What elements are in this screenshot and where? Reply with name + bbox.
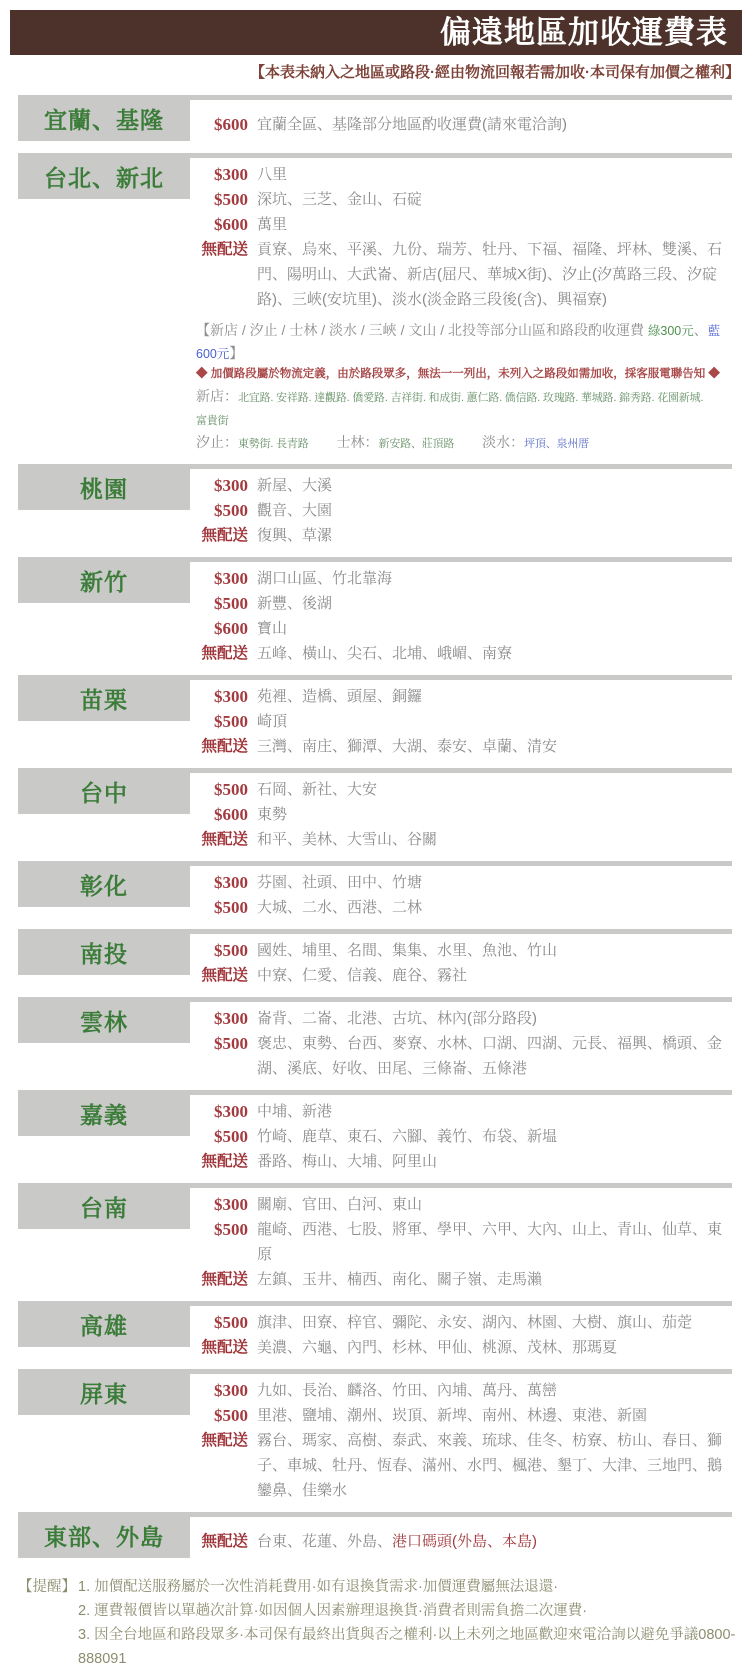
fee-amount: 無配送: [201, 1271, 248, 1288]
note-fee-blue: 藍600元: [196, 324, 721, 361]
region-name: 新竹: [80, 568, 128, 595]
region-name: 高雄: [80, 1312, 128, 1339]
region-name: 彰化: [80, 872, 128, 899]
region-name: 台南: [80, 1194, 128, 1221]
fee-amount: 無配送: [201, 1533, 248, 1550]
fee-amount: $500: [214, 1127, 248, 1146]
region-name: 宜蘭、基隆: [44, 106, 164, 133]
place-list: 萬里: [257, 216, 288, 233]
place-list: 褒忠、東勢、台西、麥寮、水林、口湖、四湖、元長、福興、橋頭、金湖、溪底、好收、田尾、三條崙、五條港: [257, 1035, 723, 1077]
place-list: 復興、草漯: [257, 527, 333, 544]
footer-note-lines: [78, 1575, 736, 1671]
route-note-headline: [196, 319, 732, 365]
fee-row: [196, 641, 732, 666]
region-section: [18, 929, 732, 990]
region-section: [18, 861, 732, 922]
region-label-box: [18, 861, 190, 907]
fee-amount: $600: [214, 619, 248, 638]
fee-amount: $600: [214, 805, 248, 824]
region-label-box: [18, 1183, 190, 1229]
place-list: 中埔、新港: [257, 1103, 333, 1120]
fee-row: [196, 1267, 732, 1292]
region-section: [18, 153, 732, 457]
page-title-text: 偏遠地區加收運費表: [440, 15, 728, 50]
region-label-box: [18, 768, 190, 814]
region-fee-list: [196, 1374, 732, 1505]
region-section-list: [0, 95, 750, 1563]
fee-row: [196, 938, 732, 963]
road-area-label: 新店：: [196, 388, 238, 404]
fee-row: [196, 1335, 732, 1360]
fee-amount: $500: [214, 712, 248, 731]
place-list: 芬園、社頭、田中、竹塘: [257, 874, 423, 891]
header-disclaimer: 【本表未納入之地區或路段·經由物流回報若需加收·本司保有加價之權利】: [250, 64, 740, 81]
fee-row: [196, 237, 732, 312]
fee-amount: $500: [214, 898, 248, 917]
region-name: 苗栗: [80, 686, 128, 713]
fee-row: [196, 802, 732, 827]
place-list: 霧台、瑪家、高樹、泰武、來義、琉球、佳冬、枋寮、枋山、春日、獅子、車城、牡丹、恆春、滿州、水門、楓港、墾丁、大津、三地門、鵝鑾鼻、佳樂水: [257, 1432, 723, 1499]
fee-amount: $300: [214, 873, 248, 892]
region-fee-list: [196, 1188, 732, 1294]
region-fee-list: [196, 100, 732, 139]
region-name: 南投: [80, 940, 128, 967]
fee-amount: 無配送: [201, 527, 248, 544]
road-names: 東勢街. 長青路: [238, 438, 309, 450]
place-list: 石岡、新社、大安: [257, 781, 378, 798]
region-fee-list: [196, 680, 732, 761]
region-fee-list: [196, 934, 732, 990]
region-section: [18, 95, 732, 146]
place-list: 寶山: [257, 620, 288, 637]
road-names: 北宜路. 安祥路. 達觀路. 僑愛路. 吉祥街. 和成街. 蕙仁路. 僑信路. 玫瑰路. 華城路. 錦秀路. 花園新城. 富貴街: [196, 392, 704, 427]
footer-note-line-3: 3. 因全台地區和路段眾多·本司保有最終出貨與否之權利·以上未列之地區歡迎來電洽詢以避免爭議0800-888091: [78, 1627, 736, 1667]
fee-amount: 無配送: [201, 241, 248, 258]
region-fee-list: [196, 866, 732, 922]
place-list: 崎頂: [257, 713, 288, 730]
fee-row: [196, 523, 732, 548]
fee-row: [196, 112, 732, 137]
fee-row: [196, 566, 732, 591]
place-list: 中寮、仁愛、信義、鹿谷、霧社: [257, 967, 468, 984]
fee-amount: $500: [214, 1406, 248, 1425]
note-headline-text: 【新店 / 汐止 / 士林 / 淡水 / 三峽 / 文山 / 北投等部分山區和路段酌收運費: [196, 322, 648, 338]
fee-row: [196, 1217, 732, 1267]
region-section: [18, 768, 732, 854]
footer-note-line-1: 1. 加價配送服務屬於一次性消耗費用·如有退換貨需求·加價運費屬無法退還·: [78, 1579, 559, 1595]
fee-row: [196, 616, 732, 641]
fee-row: [196, 709, 732, 734]
footer-notes: [18, 1575, 736, 1671]
place-list: 五峰、橫山、尖石、北埔、峨嵋、南寮: [257, 645, 513, 662]
region-label-box: [18, 1301, 190, 1347]
note-headline-close: 】: [229, 345, 244, 361]
fee-amount: $300: [214, 1009, 248, 1028]
fee-row: [196, 734, 732, 759]
fee-row: [196, 498, 732, 523]
place-list: 深坑、三芝、金山、石碇: [257, 191, 423, 208]
fee-row: [196, 1529, 732, 1554]
fee-amount: 無配送: [201, 645, 248, 662]
region-section: [18, 1301, 732, 1362]
place-list: 和平、美林、大雪山、谷關: [257, 831, 438, 848]
place-list: 關廟、官田、白河、東山: [257, 1196, 423, 1213]
fee-row: [196, 162, 732, 187]
fee-amount: 無配送: [201, 1153, 248, 1170]
place-list: 新豐、後湖: [257, 595, 333, 612]
route-surcharge-note: [196, 319, 732, 455]
road-area-label: 淡水：: [482, 434, 525, 450]
region-label-box: [18, 1369, 190, 1415]
fee-amount: $300: [214, 476, 248, 495]
region-section: [18, 464, 732, 550]
region-section: [18, 1369, 732, 1505]
road-area-label: 士林：: [336, 434, 379, 450]
fee-row: [196, 1428, 732, 1503]
place-list: 貢寮、烏來、平溪、九份、瑞芳、牡丹、下福、福隆、坪林、雙溪、石門、陽明山、大武崙、新店(屈尺、華城X街)、汐止(汐萬路三段、汐碇路)、三峽(安坑里)、淡水(淡金路三段後(含)、興福寮): [257, 241, 723, 308]
road-group: [337, 432, 455, 455]
region-label-box: [18, 153, 190, 199]
fee-row: [196, 1006, 732, 1031]
fee-row: [196, 473, 732, 498]
fee-row: [196, 895, 732, 920]
region-label-box: [18, 557, 190, 603]
place-list: 新屋、大溪: [257, 477, 333, 494]
fee-amount: $500: [214, 594, 248, 613]
region-section: [18, 1090, 732, 1176]
route-note-warning: ◆ 加價路段屬於物流定義，由於路段眾多，無法一一列出，未列入之路段如需加收，採客服電聯告知 ◆: [196, 368, 720, 380]
fee-row: [196, 1310, 732, 1335]
fee-row: [196, 1403, 732, 1428]
region-section: [18, 997, 732, 1083]
fee-amount: $500: [214, 941, 248, 960]
place-list: 旗津、田寮、梓官、彌陀、永安、湖內、林園、大樹、旗山、茄萣: [257, 1314, 693, 1331]
fee-amount: 無配送: [201, 738, 248, 755]
region-section: [18, 557, 732, 668]
fee-row: [196, 827, 732, 852]
road-group: [196, 432, 309, 455]
region-label-box: [18, 675, 190, 721]
fee-amount: $500: [214, 501, 248, 520]
fee-row: [196, 1378, 732, 1403]
place-list: 三灣、南庄、獅潭、大湖、泰安、卓蘭、清安: [257, 738, 558, 755]
region-section: [18, 1512, 732, 1563]
fee-amount: 無配送: [201, 831, 248, 848]
region-section: [18, 1183, 732, 1294]
place-list: 國姓、埔里、名間、集集、水里、魚池、竹山: [257, 942, 558, 959]
fee-amount: $500: [214, 780, 248, 799]
fee-amount: $600: [214, 215, 248, 234]
road-group: [196, 386, 704, 432]
fee-amount: 無配送: [201, 1339, 248, 1356]
region-label-box: [18, 464, 190, 510]
fee-amount: $500: [214, 1034, 248, 1053]
fee-row: [196, 187, 732, 212]
place-list: 竹崎、鹿草、東石、六腳、義竹、布袋、新塭: [257, 1128, 558, 1145]
fee-amount: $300: [214, 1102, 248, 1121]
fee-amount: $300: [214, 569, 248, 588]
fee-amount: $300: [214, 1195, 248, 1214]
region-name: 屏東: [80, 1380, 128, 1407]
fee-row: [196, 870, 732, 895]
road-names: 新安路、莊頂路: [378, 438, 455, 450]
footer-note-line-2: 2. 運費報價皆以單趟次計算·如因個人因素辦理退換貨·消費者則需負擔二次運費·: [78, 1603, 588, 1619]
place-list: 九如、長治、麟洛、竹田、內埔、萬丹、萬巒: [257, 1382, 558, 1399]
region-label-box: [18, 929, 190, 975]
region-name: 雲林: [80, 1008, 128, 1035]
place-list: 美濃、六龜、內門、杉林、甲仙、桃源、茂林、那瑪夏: [257, 1339, 618, 1356]
region-name: 桃園: [80, 475, 128, 502]
place-list: 觀音、大園: [257, 502, 333, 519]
region-fee-list: [196, 773, 732, 854]
region-fee-list: [196, 1517, 732, 1556]
fee-amount: $600: [214, 115, 248, 134]
region-section: [18, 675, 732, 761]
fee-amount: $300: [214, 165, 248, 184]
fee-amount: $500: [214, 1313, 248, 1332]
note-fee-green: 綠300元: [647, 324, 694, 338]
fee-amount: $300: [214, 687, 248, 706]
page-title: [10, 10, 742, 55]
fee-row: [196, 1124, 732, 1149]
place-list: 苑裡、造橋、頭屋、銅鑼: [257, 688, 423, 705]
fee-row: [196, 1192, 732, 1217]
fee-row: [196, 212, 732, 237]
place-list: 里港、鹽埔、潮州、崁頂、新埤、南州、林邊、東港、新園: [257, 1407, 648, 1424]
place-list: 台東、花蓮、外島、港口碼頭(外島、本島): [257, 1533, 538, 1550]
place-list: 宜蘭全區、基隆部分地區酌收運費(請來電洽詢): [257, 116, 567, 133]
region-label-box: [18, 1090, 190, 1136]
region-fee-list: [196, 158, 732, 457]
fee-amount: $300: [214, 1381, 248, 1400]
place-list: 崙背、二崙、北港、古坑、林內(部分路段): [257, 1010, 537, 1027]
region-fee-list: [196, 1095, 732, 1176]
fee-row: [196, 684, 732, 709]
road-names: 坪頂、泉州厝: [524, 438, 589, 450]
place-list: 左鎮、玉井、楠西、南化、關子嶺、走馬瀨: [257, 1271, 543, 1288]
place-list: 番路、梅山、大埔、阿里山: [257, 1153, 438, 1170]
region-fee-list: [196, 562, 732, 668]
place-list-highlight: 港口碼頭(外島、本島): [392, 1533, 538, 1550]
place-list: 大城、二水、西港、二林: [257, 899, 423, 916]
region-name: 東部、外島: [44, 1523, 164, 1550]
place-list: 東勢: [257, 806, 288, 823]
region-fee-list: [196, 1306, 732, 1362]
region-name: 台北、新北: [44, 164, 164, 191]
note-fee-separator: 、: [693, 322, 708, 338]
fee-row: [196, 1149, 732, 1174]
fee-amount: $500: [214, 190, 248, 209]
region-name: 台中: [80, 779, 128, 806]
fee-amount: 無配送: [201, 1432, 248, 1449]
region-fee-list: [196, 1002, 732, 1083]
place-list: 湖口山區、竹北靠海: [257, 570, 393, 587]
footer-reminder-label: 【提醒】: [18, 1579, 76, 1595]
region-label-box: [18, 95, 190, 141]
region-name: 嘉義: [80, 1101, 128, 1128]
fee-row: [196, 963, 732, 988]
fee-row: [196, 591, 732, 616]
fee-amount: $500: [214, 1220, 248, 1239]
fee-row: [196, 1099, 732, 1124]
road-group-list: [196, 386, 732, 455]
place-list: 八里: [257, 166, 288, 183]
fee-row: [196, 1031, 732, 1081]
road-area-label: 汐止：: [196, 434, 238, 450]
remote-area-fee-table: [0, 10, 750, 1671]
road-group: [482, 432, 589, 455]
place-list: 龍崎、西港、七股、將軍、學甲、六甲、大內、山上、青山、仙草、東原: [257, 1221, 723, 1263]
region-label-box: [18, 997, 190, 1043]
region-label-box: [18, 1512, 190, 1558]
region-fee-list: [196, 469, 732, 550]
fee-amount: 無配送: [201, 967, 248, 984]
fee-row: [196, 777, 732, 802]
